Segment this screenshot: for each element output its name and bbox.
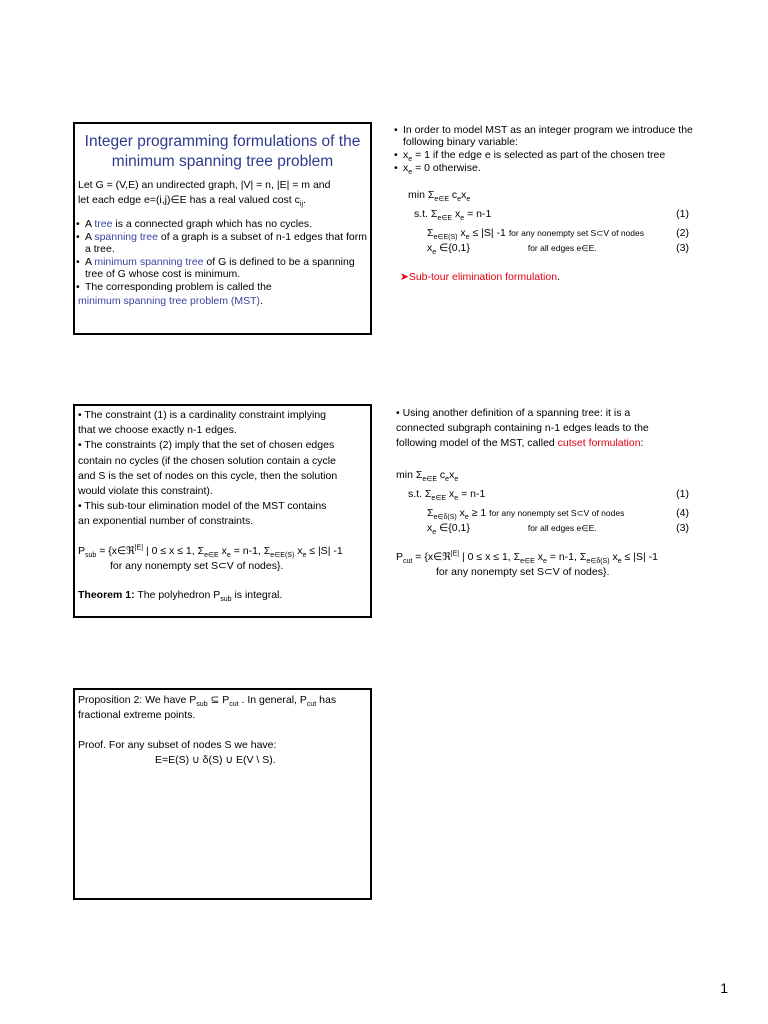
edge-decomposition: E=E(S) ∪ δ(S) ∪ E(V \ S). [155,754,276,766]
text-line: fractional extreme points. [78,709,196,721]
constraint-1: s.t. $\Sigma_{e\in E}$ $x_e = n-1$ (1) [414,208,689,223]
cutset-intro [393,406,693,452]
intro-line-1: Let G = (V,E) an undirected graph, |V| = n, |E| = m and [78,179,331,191]
proposition: Proposition 2: We have $P_{sub}$ ⊆ $P_{cut}$ . In general, $P_{cut}$ has [78,694,337,709]
proof-text: Proof. For any subset of nodes S we have: [78,739,277,751]
text-line: • The constraint (1) is a cardinality constraint implying [78,409,327,421]
constraint-3: $x_e$ ∈{0,1} for all edges e∈E. (3) [427,521,689,536]
text-line: and S is the set of nodes on this cycle, then the solution [78,469,338,482]
list-item: • The corresponding problem is called the [75,281,370,293]
text-line: • This sub-tour elimination model of the MST contains [78,500,327,513]
variable-list [393,124,693,177]
theorem: Theorem 1: The polyhedron $P_{sub}$ is integral. [78,588,283,603]
list-item: • A tree is a connected graph which has no cycles. [75,218,370,230]
slide-title: Integer programming formulations of the minimum spanning tree problem [84,133,361,170]
text-line: would violate this constraint). [78,485,213,498]
polyhedron-definition: $P_{sub}$ = {x∈ℜ$^{|E|}$ | 0 ≤ x ≤ 1, $\Sigma_{e\in E}$ $x_e = n-1$, $\Sigma_{e\in E(S)}$ $x_e \le |S|$ -1 [78,544,343,559]
list-item: • A minimum spanning tree of G is defined to be a spanning tree of G whose cost is minimum. [75,256,370,280]
explanation-text [75,408,370,530]
arrow-icon: ➤ [400,271,409,283]
text-line: an exponential number of constraints. [78,515,254,528]
text-line: that we choose exactly n-1 edges. [78,424,237,437]
objective: $\min \Sigma_{e\in E}$ $c_ex_e$ [408,189,471,204]
text-line: • The constraints (2) imply that the set of chosen edges [78,439,335,452]
constraint-2: $\Sigma_{e\in E(S)}$ $x_e \le |S|$ -1 for any nonempty set S⊂V of nodes (2) [427,227,689,242]
slide-2 [393,122,693,335]
list-item: • A spanning tree of a graph is a subset of n-1 edges that form a tree. [75,231,370,255]
polyhedron-definition-line-2: for any nonempty set S⊂V of nodes}. [110,559,284,572]
problem-name: minimum spanning tree problem (MST). [78,295,263,307]
polyhedron-definition: $P_{cut}$ = {x∈ℜ$^{|E|}$ | 0 ≤ x ≤ 1, $\Sigma_{e\in E}$ $x_e = n-1$, $\Sigma_{e\in\delta(S)}$ $x_e \le |S|$ -1 [396,550,658,565]
text-line: connected subgraph containing n-1 edges leads to the [396,422,649,435]
list-item: • In order to model MST as an integer program we introduce the following binary variable: [393,124,693,148]
intro-text [75,178,370,208]
constraint-4: $\Sigma_{e\in\delta(S)}$ $x_e \ge 1$ for any nonempty set S⊂V of nodes (4) [427,506,689,521]
polyhedron-definition-line-2: for any nonempty set S⊂V of nodes}. [436,565,610,578]
text-line: • Using another definition of a spanning tree: it is a [396,407,631,419]
text-line: contain no cycles (if the chosen solution contain a cycle [78,454,336,467]
slide-1 [73,122,372,335]
list-item: • $x_e = 0$ otherwise. [393,162,693,174]
text-line: following model of the MST, called cutset formulation: [396,437,644,450]
objective: $\min \Sigma_{e\in E}$ $c_ex_e$ [396,468,459,483]
intro-line-2: let each edge e=(i,j)∈E has a real valued cost $c_{ij}$. [78,194,306,209]
definition-list [75,218,370,293]
page-number: 1 [720,980,728,996]
slide-5 [73,688,372,900]
constraint-3: $x_e$ ∈{0,1} for all edges e∈E. (3) [427,242,689,257]
slide-4 [393,404,693,618]
list-item: • $x_e = 1$ if the edge e is selected as part of the chosen tree [393,149,693,161]
formulation-label: ➤Sub-tour elimination formulation. [400,271,560,283]
slide-3 [73,404,372,618]
constraint-1: s.t. $\Sigma_{e\in E}$ $x_e = n-1$ (1) [408,487,689,502]
